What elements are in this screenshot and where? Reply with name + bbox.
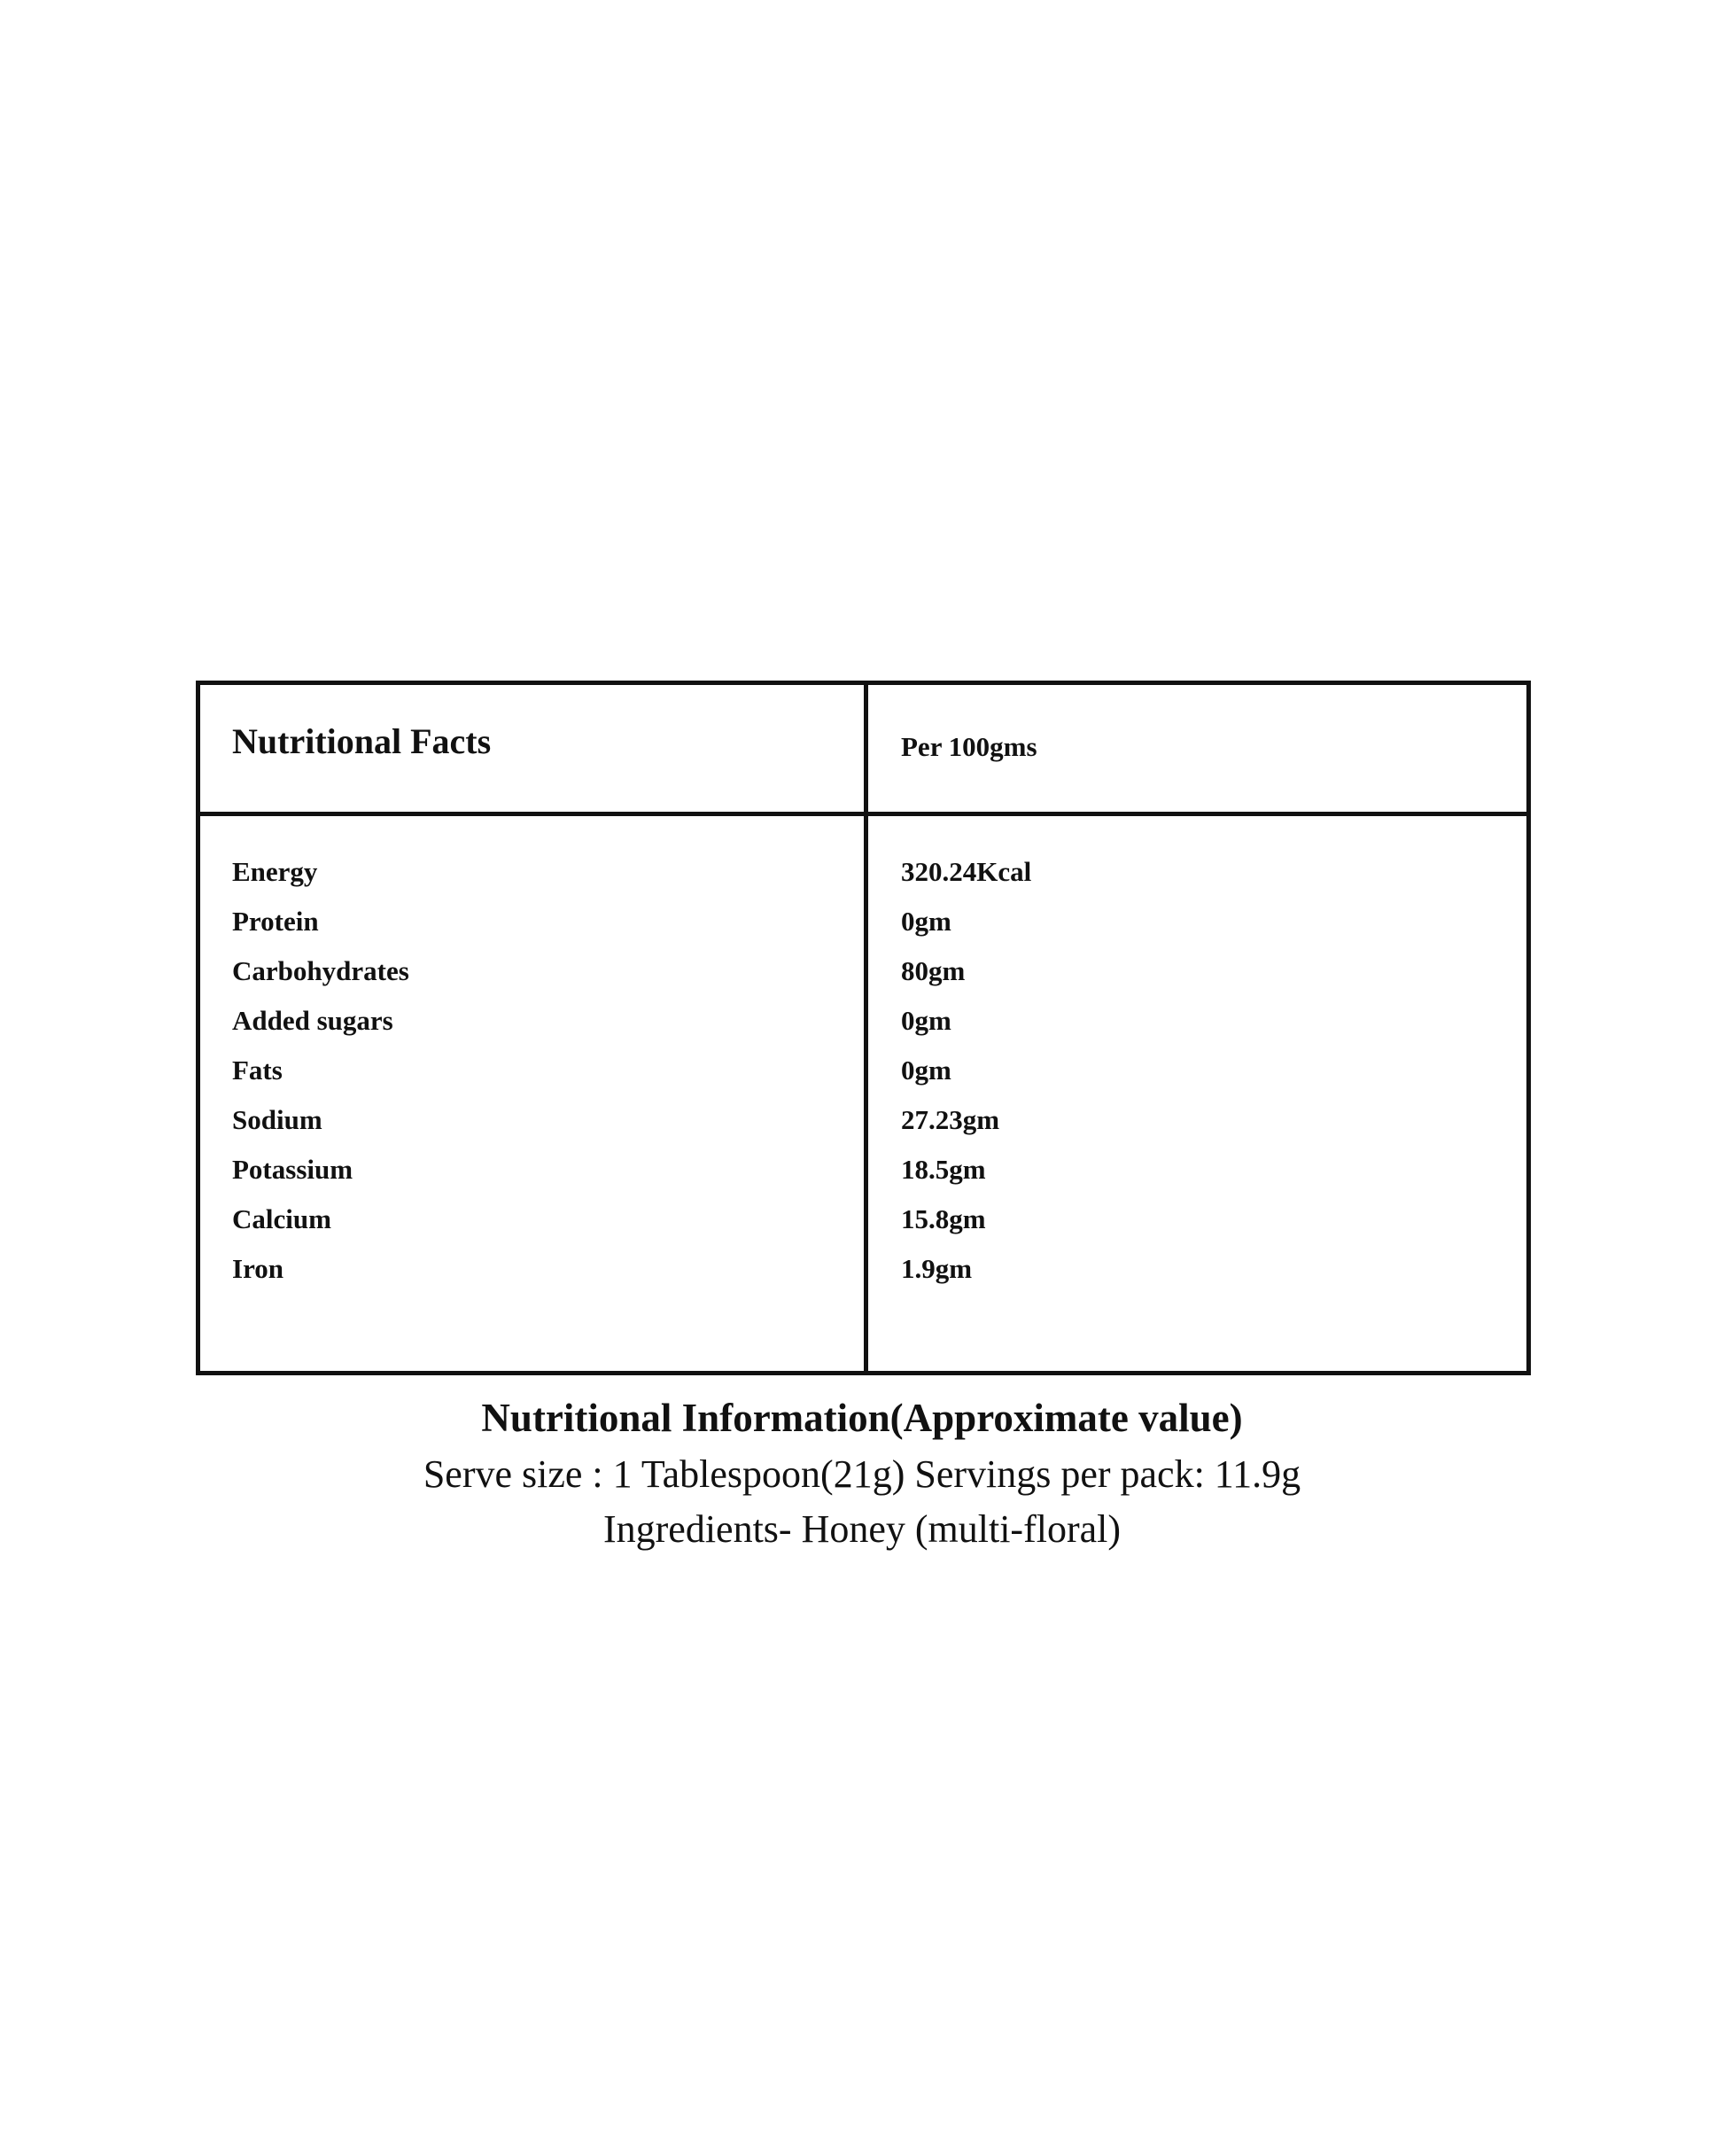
header-divider xyxy=(200,812,1526,816)
nutrient-name: Carbohydrates xyxy=(232,955,409,986)
table-row xyxy=(200,905,1526,954)
nutrient-name: Potassium xyxy=(232,1154,353,1185)
nutrient-value: 27.23gm xyxy=(901,1104,1000,1135)
serving-info: Serve size : 1 Tablespoon(21g) Servings per pack: 11.9g xyxy=(423,1452,1301,1496)
nutrient-name: Sodium xyxy=(232,1104,322,1135)
nutrient-name: Protein xyxy=(232,906,319,937)
nutrient-rows xyxy=(200,855,1526,1302)
nutrient-value: 0gm xyxy=(901,1005,951,1036)
table-row xyxy=(200,1153,1526,1203)
header-amount-label: Per 100gms xyxy=(901,731,1037,762)
nutrient-value: 0gm xyxy=(901,1055,951,1086)
header-nutrient-label: Nutritional Facts xyxy=(232,721,492,761)
ingredients-info: Ingredients- Honey (multi-floral) xyxy=(602,1507,1122,1551)
table-row xyxy=(200,1252,1526,1302)
table-row xyxy=(200,954,1526,1004)
table-row xyxy=(200,1103,1526,1153)
nutrient-name: Calcium xyxy=(232,1203,331,1234)
table-row xyxy=(200,1054,1526,1103)
nutrient-value: 0gm xyxy=(901,906,951,937)
nutrient-value: 80gm xyxy=(901,955,966,986)
nutrient-name: Iron xyxy=(232,1253,284,1284)
nutrient-name: Energy xyxy=(232,856,318,887)
nutrition-facts-table xyxy=(196,681,1531,1375)
nutrient-value: 18.5gm xyxy=(901,1154,986,1185)
nutrient-name: Added sugars xyxy=(232,1005,393,1036)
nutrient-name: Fats xyxy=(232,1055,283,1086)
nutrient-value: 15.8gm xyxy=(901,1203,986,1234)
table-row xyxy=(200,1004,1526,1054)
table-row xyxy=(200,855,1526,905)
nutrient-value: 1.9gm xyxy=(901,1253,973,1284)
caption-title: Nutritional Information(Approximate value) xyxy=(481,1396,1243,1440)
nutrient-value: 320.24Kcal xyxy=(901,856,1032,887)
table-row xyxy=(200,1203,1526,1252)
